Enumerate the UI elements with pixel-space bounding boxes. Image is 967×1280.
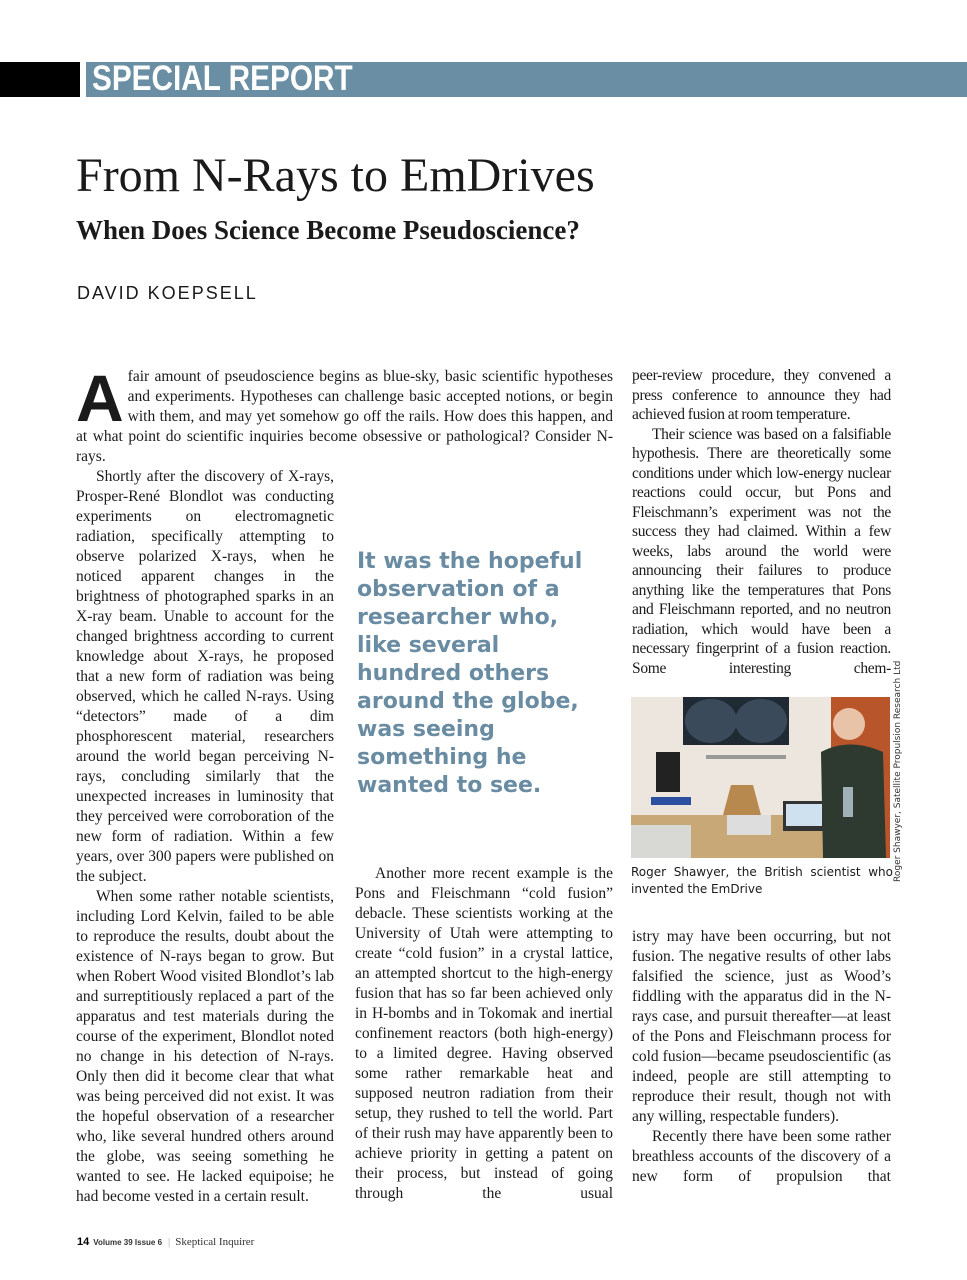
author-byline: DAVID KOEPSELL xyxy=(77,283,258,303)
paragraph: Shortly after the discovery of X-rays, Prosper-René Blondlot was conducting experiments on electromagnetic radiation, specifically attempting to observe polarized X-rays, when he noticed apparent changes in the brightness of photographed sparks in an X-ray beam. Unable to account for the changed brightness according to current knowledge about X-rays, he proposed that a new form of radiation was being observed, which he called N-rays. Using “detectors” made of a dim phosphorescent material, researchers around the world began perceiving N-rays, concluding similarly that the unexpected increases in luminosity that they perceived were corroboration of the new form of radiation. Within a few years, over 300 papers were published on the subject. xyxy=(76,468,334,885)
paragraph: peer-review procedure, they convened a press conference to announce they had achieved fusion at room temperature. xyxy=(632,367,891,423)
column-1 xyxy=(76,467,334,1207)
pull-quote: It was the hopeful observation of a researcher who, like several hundred others around the globe, was seeing something he wanted to see. xyxy=(357,549,583,798)
paragraph: When some rather notable scientists, including Lord Kelvin, failed to be able to reproduce the results, doubt about the existence of N-rays began to grow. But when Robert Wood visited Blondlot’s lab and surreptitiously replaced a part of the apparatus and test materials during the course of the experiment, Blondlot noted no change in his detection of N-rays. Only then did it become clear that what was being perceived did not exist. It was the hopeful observation of a researcher who, like several hundred others around the globe, was seeing something he wanted to see. He lacked equipoise; he had become vested in a certain result. xyxy=(76,888,334,1205)
paragraph: Another more recent example is the Pons and Fleischmann “cold fusion” debacle. These scientists working at the University of Utah were attempting to create “cold fusion” in a crystal lattice, an attempted shortcut to the high-energy fusion that has so far been achieved only in H-bombs and in Tokomak and inertial confinement reactors (both high-energy) to a limited degree. Having observed some rather remarkable heat and supposed neutron radiation from their setup, they rushed to tell the world. Part of their rush may have apparently been to achieve priority in getting a patent on their process, but instead of going through the usual xyxy=(355,865,613,1202)
page-footer xyxy=(77,1236,254,1248)
paragraph: istry may have been occurring, but not fusion. The negative results of other labs falsified the science, just as Wood’s fiddling with the apparatus did in the N-rays case, and pursuit thereafter—at least of the Pons and Fleischmann process for cold fusion—became pseudoscientific (as indeed, people are still attempting to reproduce their result, though not with any willing, respectable funders). xyxy=(632,928,891,1125)
emdrive-photo xyxy=(631,697,890,858)
drop-cap: A xyxy=(76,361,124,435)
article-title: From N-Rays to EmDrives xyxy=(76,149,595,202)
article-subtitle: When Does Science Become Pseudoscience? xyxy=(76,215,580,245)
lead-paragraph xyxy=(76,361,613,467)
photo-credit xyxy=(893,660,907,882)
column-2 xyxy=(355,864,613,1204)
column-3-bottom xyxy=(632,927,891,1187)
paragraph: Recently there have been some rather breathless accounts of the discovery of a new form of propulsion that xyxy=(632,1128,891,1185)
paragraph: Their science was based on a falsifiable hypothesis. There are theoretically some conditions under which low-energy nuclear reactions could occur, but Pons and Fleischmann’s experiment was not the success they had claimed. Within a few weeks, labs around the world were announcing their failures to produce anything like the temperatures that Pons and Fleischmann reported, and no neutron radiation, which would have been a necessary fingerprint of a fusion reaction. Some interesting chem- xyxy=(632,425,891,677)
photo-caption: Roger Shawyer, the British scientist who invented the EmDrive xyxy=(631,865,893,896)
photo-illustration xyxy=(631,697,890,858)
section-bar-block xyxy=(0,62,80,97)
column-3-top xyxy=(632,366,891,678)
issue-info: Volume 39 Issue 6 xyxy=(93,1238,163,1247)
photo-credit-text: Roger Shawyer, Satellite Propulsion Research Ltd xyxy=(893,660,903,882)
section-label: SPECIAL REPORT xyxy=(92,59,353,98)
magazine-name: Skeptical Inquirer xyxy=(175,1236,255,1248)
footer-separator: | xyxy=(168,1236,171,1248)
lead-text: fair amount of pseudoscience begins as blue-sky, basic scientific hypotheses and experiments. Hypotheses can challenge basic accepted notions, or begin with them, and may yet somehow go off the rails. How does this happen, and at what point do scientific inquiries become obsessive or pathological? Consider N-rays. xyxy=(76,368,613,465)
page-number: 14 xyxy=(77,1236,90,1248)
